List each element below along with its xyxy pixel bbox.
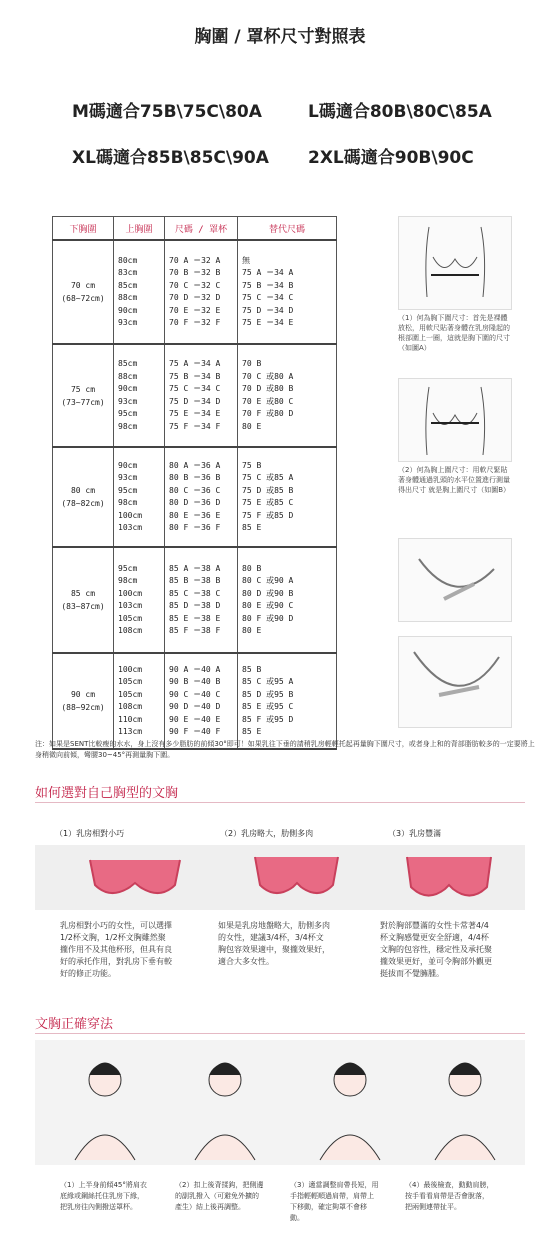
fit-m: M碼適合75B\75C\80A: [72, 102, 262, 122]
under-range: (73~77cm): [61, 397, 105, 407]
wearing-figures: [35, 1040, 525, 1165]
header-alt: 替代尺碼: [238, 217, 337, 241]
size-table-container: [52, 216, 337, 750]
under-cell: [53, 240, 114, 344]
alt-cell: 70 B 70 C 或80 A 70 D 或80 B 70 E 或80 C 70 F 或80 D 80 E: [238, 344, 337, 447]
bra-full-cup-icon: [407, 857, 491, 896]
size-table: [52, 216, 337, 750]
shape-desc-medium: 如果是乳房地盤略大，肋側多肉的女性，建議3/4杯，3/4杯文胸包容效果適中，聚攏效果好，適合大多女性。: [218, 921, 330, 966]
section-choose-title: 如何選對自己胸型的文胸: [35, 786, 179, 801]
measure-photo-1: [398, 538, 512, 622]
step-4-text: （4）最後檢查，動動肩膀，按手看看肩帶是否會脫落，把兩側連帶扯平。: [405, 1181, 494, 1211]
under-value: 70 cm: [70, 281, 96, 290]
measurement-note: 注：如果是SENT比較瘦的水水，身上沒有多少脂肪的前傾30°即可！如果乳往下垂的請稍乳房輕輕托起再量胸下圍尺寸，或者身上和的背部脂肪較多的一定要將上身稍微向前傾，彎腰30~45°再測量胸下圍。: [35, 740, 535, 759]
under-range: (88~92cm): [61, 703, 105, 712]
bra-type-band: [35, 845, 525, 910]
upper-cell: 90cm 93cm 95cm 98cm 100cm 103cm: [114, 447, 165, 547]
under-cell: [53, 653, 114, 749]
step-2-text: （2）扣上後背揉鈎，把側邊的副乳撥入（可避免外擴的產生）結上後再調整。: [175, 1181, 264, 1211]
header-size: 尺碼 / 罩杯: [165, 217, 238, 241]
section-wear-title: 文胸正確穿法: [35, 1017, 114, 1032]
alt-cell: 無 75 A ＝34 A 75 B ＝34 B 75 C ＝34 C 75 D ＝34 D 75 E ＝34 E: [238, 240, 337, 344]
bra-illustrations: [35, 845, 525, 910]
size-cell: 85 A ＝38 A 85 B ＝38 B 85 C ＝38 C 85 D ＝38 D 85 E ＝38 E 85 F ＝38 F: [165, 547, 238, 653]
under-range: (78~82cm): [61, 499, 105, 508]
step-1-text: （1）上半身前傾45°將肩衣底緣或鋼絲托住乳房下緣，把乳房往內側撥送罩杯。: [60, 1181, 147, 1211]
measuring-tape-icon: [399, 539, 511, 621]
bra-half-cup-icon: [90, 860, 180, 893]
table-row: [53, 344, 337, 447]
size-cell: 75 A ＝34 A 75 B ＝34 B 75 C ＝34 C 75 D ＝34 D 75 E ＝34 E 75 F ＝34 F: [165, 344, 238, 447]
fit-l: L碼適合80B\80C\85A: [308, 102, 492, 122]
under-value: 75 cm: [70, 384, 96, 394]
header-upper: 上胸圍: [114, 217, 165, 241]
caption-overbust: （2）何為胸上圍尺寸：用軟尺緊貼著身體通過乳頭的水平位置進行測量得出尺寸 就是胸上圍尺寸（如圖B）: [398, 466, 511, 494]
caption-underbust: （1）何為胸下圍尺寸：首先是裸體放松，用軟尺貼著身體在乳房隆起的根部圍上一圈，這就是胸下圍的尺寸（如圖A）: [398, 314, 510, 352]
woman-step2-icon: [195, 1063, 255, 1161]
section-divider: [35, 1033, 525, 1034]
torso-a-icon: [399, 217, 511, 309]
under-value: 90 cm: [70, 690, 96, 699]
step-3-text: （3）適當調整肩帶長短，用手指輕輕順過肩帶，肩帶上下移動，確定夠罩不會移動。: [290, 1181, 379, 1222]
shape-label-small: （1）乳房相對小巧: [55, 829, 125, 838]
wearing-steps-band: [35, 1040, 525, 1165]
table-header-row: [53, 217, 337, 241]
woman-step1-icon: [75, 1063, 135, 1161]
upper-cell: 80cm 83cm 85cm 88cm 90cm 93cm: [114, 240, 165, 344]
alt-cell: 75 B 75 C 或85 A 75 D 或85 B 75 E 或85 C 75 F 或85 D 85 E: [238, 447, 337, 547]
shape-desc-small: 乳房相對小巧的女性，可以選擇1/2杯文胸，1/2杯文胸雖然聚攏作用不及其他杯形，但具有良好的承托作用，對乳房下垂有較好的修正功能。: [60, 921, 172, 978]
upper-cell: 100cm 105cm 105cm 108cm 110cm 113cm: [114, 653, 165, 749]
upper-cell: 95cm 98cm 100cm 103cm 105cm 108cm: [114, 547, 165, 653]
size-cell: 80 A ＝36 A 80 B ＝36 B 80 C ＝36 C 80 D ＝36 D 80 E ＝36 E 80 F ＝36 F: [165, 447, 238, 547]
under-value: 80 cm: [70, 486, 96, 495]
under-cell: [53, 344, 114, 447]
table-row: [53, 447, 337, 547]
shape-desc-full: 對於胸部豐滿的女性卡常著4/4杯文胸感覺更安全舒適，4/4杯文胸的包容性，穩定性及承托聚攏效果更好，並可令胸部外觀更挺拔而不覺臃腫。: [380, 921, 492, 978]
fit-xxl: 2XL碼適合90B\90C: [308, 148, 474, 168]
overbust-illustration: [398, 378, 512, 462]
size-cell: 90 A ＝40 A 90 B ＝40 B 90 C ＝40 C 90 D ＝40 D 90 E ＝40 E 90 F ＝40 F: [165, 653, 238, 749]
alt-cell: 80 B 80 C 或90 A 80 D 或90 B 80 E 或90 C 80 F 或90 D 80 E: [238, 547, 337, 653]
size-cell: 70 A ＝32 A 70 B ＝32 B 70 C ＝32 C 70 D ＝32 D 70 E ＝32 E 70 F ＝32 F: [165, 240, 238, 344]
table-row: [53, 547, 337, 653]
fit-xl: XL碼適合85B\85C\90A: [72, 148, 269, 168]
under-cell: [53, 447, 114, 547]
under-range: (83~87cm): [61, 602, 105, 611]
page-title: 胸圍 / 罩杯尺寸對照表: [194, 27, 366, 47]
woman-step4-icon: [435, 1063, 495, 1161]
header-under: 下胸圍: [53, 217, 114, 241]
bra-three-quarter-cup-icon: [255, 857, 338, 893]
under-cell: [53, 547, 114, 653]
upper-cell: 85cm 88cm 90cm 93cm 95cm 98cm: [114, 344, 165, 447]
woman-step3-icon: [320, 1063, 380, 1161]
shape-label-full: （3）乳房豐滿: [388, 829, 442, 838]
under-value: 85 cm: [70, 589, 96, 598]
alt-cell: 85 B 85 C 或95 A 85 D 或95 B 85 E 或95 C 85 F 或95 D 85 E: [238, 653, 337, 749]
table-row: [53, 240, 337, 344]
measure-photo-2: [398, 636, 512, 728]
measuring-tape-icon: [399, 637, 511, 727]
table-row: [53, 653, 337, 749]
torso-b-icon: [399, 379, 511, 461]
section-divider: [35, 802, 525, 803]
under-range: (68~72cm): [61, 294, 105, 303]
underbust-illustration: [398, 216, 512, 310]
shape-label-medium: （2）乳房略大，肋側多肉: [220, 829, 314, 838]
